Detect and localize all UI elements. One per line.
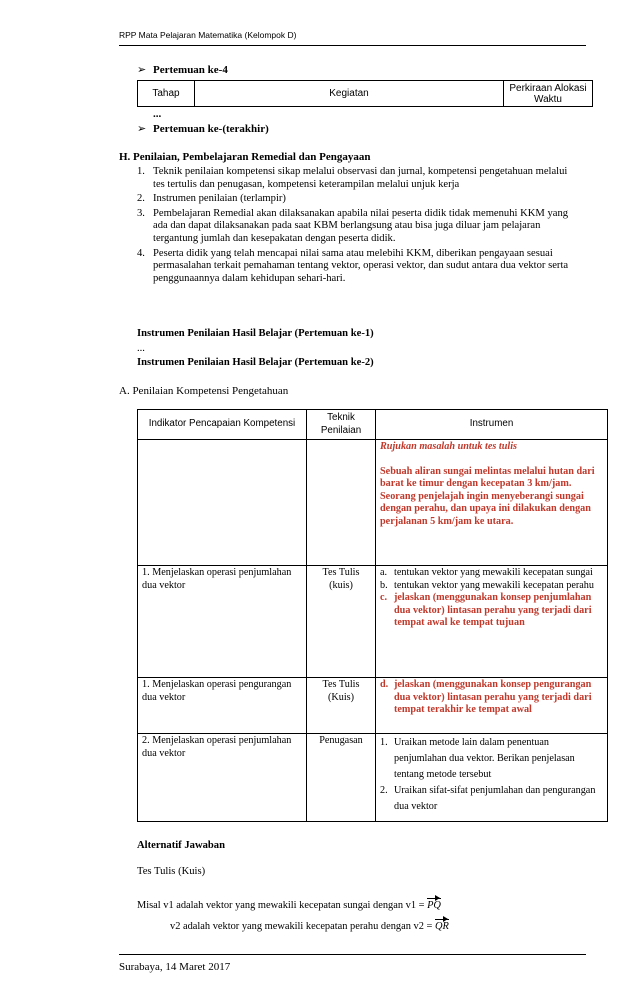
row2-indikator: 1. Menjelaskan operasi pengurangan dua vektor bbox=[138, 678, 307, 734]
row2-instrumen bbox=[376, 678, 608, 734]
vector-qr: QR bbox=[434, 921, 449, 932]
row1-instrumen bbox=[376, 566, 608, 678]
assessment-table bbox=[137, 409, 608, 822]
list-item: a. tentukan vektor yang mewakili kecepatan sungai bbox=[380, 567, 593, 578]
jawaban-line1: Misal v1 adalah vektor yang mewakili kecepatan sungai dengan v1 = PQ bbox=[137, 900, 441, 911]
instrumen-p2: Instrumen Penilaian Hasil Belajar (Pertemuan ke-2) bbox=[137, 357, 374, 368]
jawaban-title: Alternatif Jawaban bbox=[137, 840, 225, 851]
row3-instrumen bbox=[376, 734, 608, 822]
meeting-last-heading bbox=[137, 122, 269, 135]
jawaban-tes: Tes Tulis (Kuis) bbox=[137, 866, 206, 877]
row1-indikator: 1. Menjelaskan operasi penjumlahan dua vektor bbox=[138, 566, 307, 678]
instrumen-p1: Instrumen Penilaian Hasil Belajar (Pertemuan ke-1) bbox=[137, 328, 374, 339]
col-kegiatan: Kegiatan bbox=[195, 81, 504, 107]
rujukan-cell bbox=[376, 440, 608, 566]
row3-indikator: 2. Menjelaskan operasi penjumlahan dua vektor bbox=[138, 734, 307, 822]
header-instrumen: Instrumen bbox=[376, 410, 608, 440]
page-header: RPP Mata Pelajaran Matematika (Kelompok D) bbox=[119, 30, 297, 40]
meeting-4-heading bbox=[137, 63, 228, 76]
jawaban-line2: v2 adalah vektor yang mewakili kecepatan perahu dengan v2 = QR bbox=[170, 921, 449, 932]
list-item: 1. Uraikan metode lain dalam penentuan penjumlahan dua vektor. Berikan penjelasan tentang metode tersebut bbox=[380, 737, 575, 780]
rujukan-text: Sebuah aliran sungai melintas melalui hutan dari barat ke timur dengan kecepatan 3 km/jam. Seorang penjelajah ingin menyeberangi sungai dengan perahu, dan upaya ini dilakukan dengan perjalanan 5 km/jam ke utara. bbox=[380, 465, 595, 527]
section-a-title: A. Penilaian Kompetensi Pengetahuan bbox=[119, 385, 289, 397]
row3-teknik: Penugasan bbox=[307, 734, 376, 822]
list-item: 1. Teknik penilaian kompetensi sikap melalui observasi dan jurnal, kompetensi pengetahuan melalui tes tertulis dan penugasan, kompetensi keterampilan melalui unjuk kerja bbox=[137, 166, 568, 190]
list-item: d. jelaskan (menggunakan konsep pengurangan dua vektor) lintasan perahu yang terjadi dari tempat terakhir ke tempat awal bbox=[380, 679, 592, 715]
row1-teknik: Tes Tulis (kuis) bbox=[307, 566, 376, 678]
footer-divider bbox=[119, 954, 586, 955]
list-item: 4. Peserta didik yang telah mencapai nilai sama atau melebihi KKM, diberikan pengayaan sesuai permasalahan terkait pemahaman tentang vektor, operasi vektor, dan sudut antara dua vektor serta penggunaannya dalam kehidupan sehari-hari. bbox=[137, 247, 569, 284]
header-divider bbox=[119, 45, 586, 46]
row2-teknik: Tes Tulis (Kuis) bbox=[307, 678, 376, 734]
instrumen-dots: ... bbox=[137, 343, 145, 354]
col-tahap: Tahap bbox=[138, 81, 195, 107]
header-teknik: Teknik Penilaian bbox=[307, 410, 376, 440]
arrow-bullet-icon: ➢ bbox=[137, 123, 147, 135]
meeting-4-label: Pertemuan ke-4 bbox=[153, 64, 228, 76]
list-item: b. tentukan vektor yang mewakili kecepatan perahu bbox=[380, 579, 594, 591]
list-item: c. jelaskan (menggunakan konsep penjumlahan dua vektor) lintasan perahu yang terjadi dari tempat awal ke tempat tujuan bbox=[380, 592, 592, 628]
col-alokasi: Perkiraan Alokasi Waktu bbox=[504, 81, 593, 107]
arrow-bullet-icon: ➢ bbox=[137, 64, 147, 76]
meeting-last-label: Pertemuan ke-(terakhir) bbox=[153, 123, 269, 135]
vector-pq: PQ bbox=[427, 900, 441, 911]
rujukan-title: Rujukan masalah untuk tes tulis bbox=[380, 441, 518, 452]
list-item: 2. Instrumen penilaian (terlampir) bbox=[137, 193, 286, 205]
section-h-title: H. Penilaian, Pembelajaran Remedial dan Pengayaan bbox=[119, 151, 371, 163]
meeting-ellipsis: ... bbox=[153, 108, 162, 120]
footer-date: Surabaya, 14 Maret 2017 bbox=[119, 961, 231, 973]
list-item: 2. Uraikan sifat-sifat penjumlahan dan pengurangan dua vektor bbox=[380, 785, 596, 812]
list-item: 3. Pembelajaran Remedial akan dilaksanakan apabila nilai peserta didik tidak memenuhi KKM yang ada dan dapat dilaksanakan pada saat KBM berlangsung atau bisa juga diluar jam pelajaran tergantung jumlah dan kesepakatan dengan peserta didik. bbox=[137, 207, 569, 244]
header-indikator: Indikator Pencapaian Kompetensi bbox=[138, 410, 307, 440]
section-h-list bbox=[137, 166, 577, 287]
activity-table bbox=[137, 80, 593, 107]
